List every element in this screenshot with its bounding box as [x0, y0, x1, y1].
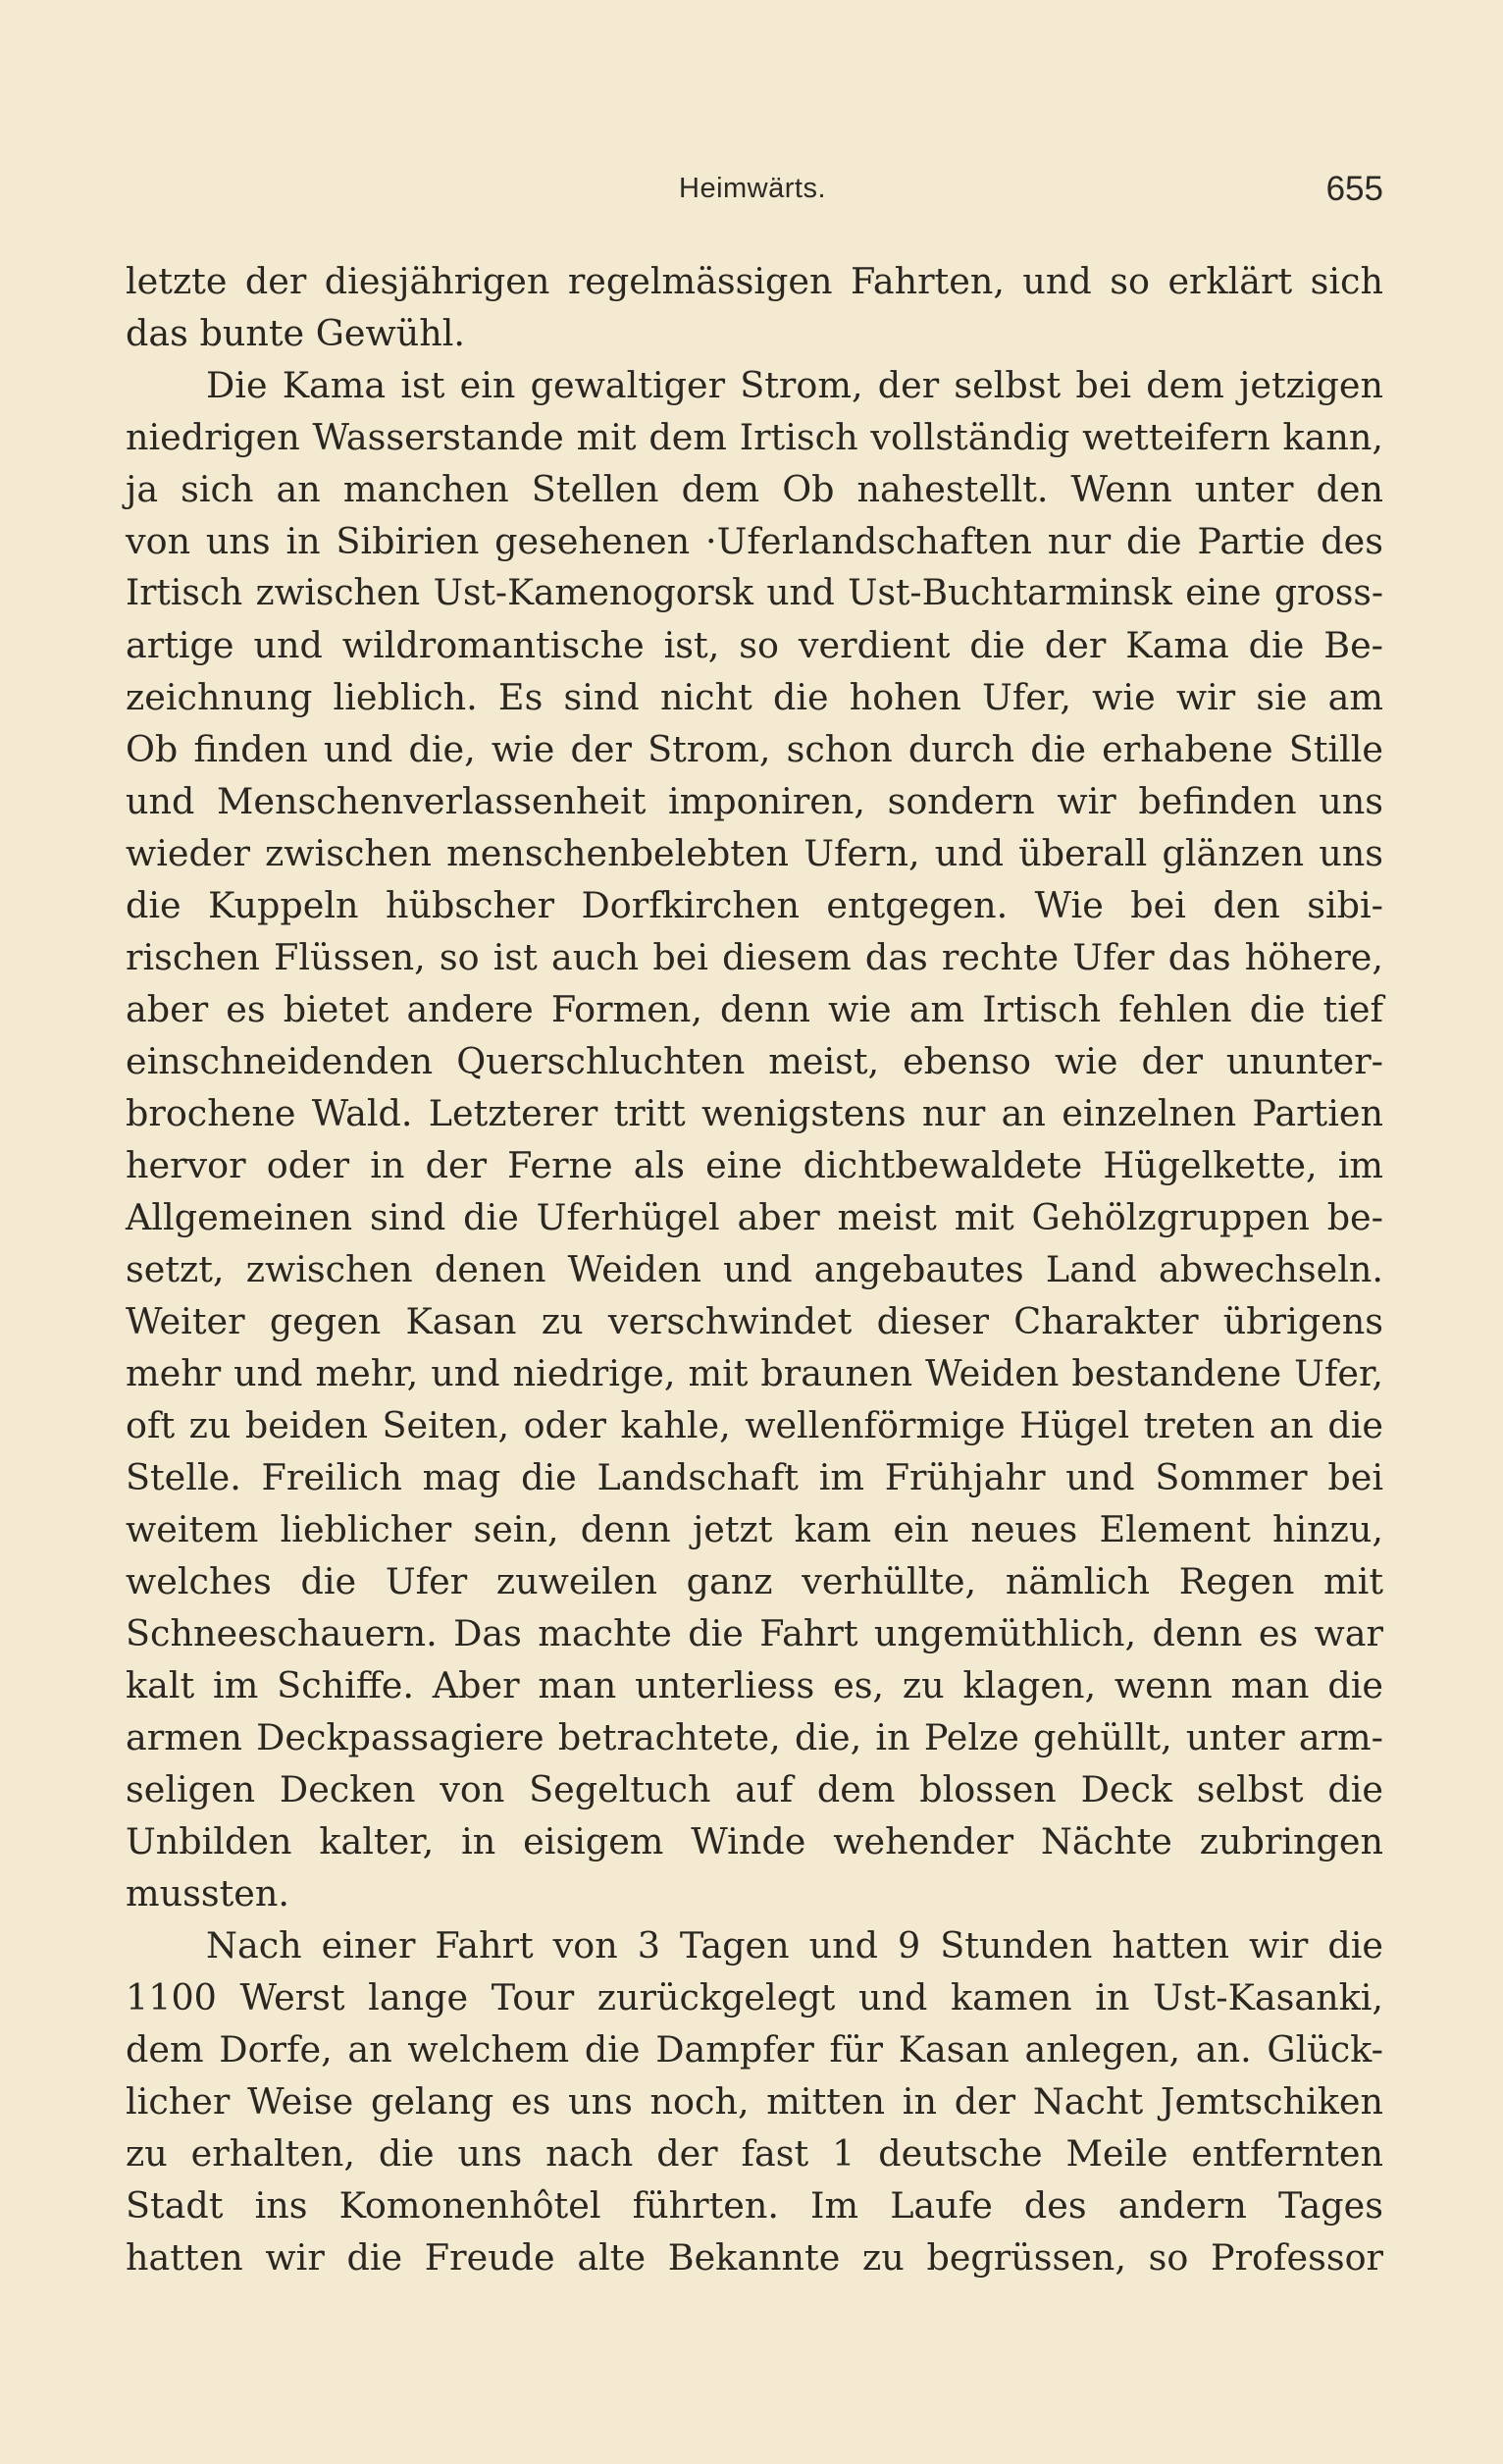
text-line: von uns in Sibirien gesehenen ·Uferlandschaften nur die Partie des [126, 520, 1383, 562]
body-text [126, 255, 1383, 2283]
text-line: wieder zwischen menschenbelebten Ufern, und überall glänzen uns [126, 832, 1383, 874]
text-line: aber es bietet andere Formen, denn wie am Irtisch fehlen die tief [126, 988, 1383, 1030]
text-line: weitem lieblicher sein, denn jetzt kam ein neues Element hinzu, [126, 1508, 1383, 1550]
text-line: Schneeschauern. Das machte die Fahrt ungemüthlich, denn es war [126, 1612, 1383, 1654]
text-line: hervor oder in der Ferne als eine dichtbewaldete Hügelkette, im [126, 1144, 1383, 1186]
text-line: seligen Decken von Segeltuch auf dem blossen Deck selbst die [126, 1768, 1383, 1810]
text-line: artige und wildromantische ist, so verdient die der Kama die Be- [126, 624, 1383, 666]
text-line: Weiter gegen Kasan zu verschwindet dieser Charakter übrigens [126, 1300, 1383, 1342]
text-line: oft zu beiden Seiten, oder kahle, wellenförmige Hügel treten an die [126, 1404, 1383, 1446]
text-line: Die Kama ist ein gewaltiger Strom, der selbst bei dem jetzigen [206, 364, 1383, 406]
text-line: Allgemeinen sind die Uferhügel aber meist mit Gehölzgruppen be- [126, 1196, 1383, 1238]
text-line: kalt im Schiffe. Aber man unterliess es, zu klagen, wenn man die [126, 1664, 1383, 1706]
text-line: zu erhalten, die uns nach der fast 1 deutsche Meile entfernten [126, 2132, 1383, 2175]
text-line: armen Deckpassagiere betrachtete, die, in Pelze gehüllt, unter arm- [126, 1716, 1383, 1758]
text-line: Ob finden und die, wie der Strom, schon durch die erhabene Stille [126, 728, 1383, 770]
text-line: Nach einer Fahrt von 3 Tagen und 9 Stunden hatten wir die [206, 1924, 1383, 1966]
text-line: mussten. [126, 1872, 289, 1914]
text-line: welches die Ufer zuweilen ganz verhüllte, nämlich Regen mit [126, 1560, 1383, 1602]
running-title: Heimwärts. [679, 173, 827, 204]
text-line: 1100 Werst lange Tour zurückgelegt und kamen in Ust-Kasanki, [126, 1976, 1383, 2018]
text-line: zeichnung lieblich. Es sind nicht die hohen Ufer, wie wir sie am [126, 676, 1383, 718]
text-line: letzte der diesjährigen regelmässigen Fahrten, und so erklärt sich [126, 260, 1383, 302]
text-line: hatten wir die Freude alte Bekannte zu begrüssen, so Professor [126, 2236, 1383, 2279]
text-line: dem Dorfe, an welchem die Dampfer für Kasan anlegen, an. Glück- [126, 2028, 1383, 2071]
text-line: einschneidenden Querschluchten meist, ebenso wie der ununter- [126, 1040, 1383, 1082]
text-line: Stelle. Freilich mag die Landschaft im Frühjahr und Sommer bei [126, 1456, 1383, 1498]
text-line: Unbilden kalter, in eisigem Winde wehender Nächte zubringen [126, 1820, 1383, 1862]
text-line: und Menschenverlassenheit imponiren, sondern wir befinden uns [126, 780, 1383, 822]
text-line: licher Weise gelang es uns noch, mitten in der Nacht Jemtschiken [126, 2080, 1383, 2123]
page-number: 655 [1325, 170, 1383, 208]
text-line: setzt, zwischen denen Weiden und angebautes Land abwechseln. [126, 1248, 1383, 1290]
text-line: die Kuppeln hübscher Dorfkirchen entgegen. Wie bei den sibi- [126, 884, 1383, 926]
page-header [126, 170, 1383, 222]
text-line: Stadt ins Komonenhôtel führten. Im Laufe des andern Tages [126, 2184, 1383, 2227]
text-line: Irtisch zwischen Ust-Kamenogorsk und Ust-Buchtarminsk eine gross- [126, 573, 1383, 613]
text-line: rischen Flüssen, so ist auch bei diesem das rechte Ufer das höhere, [126, 936, 1383, 978]
text-line: mehr und mehr, und niedrige, mit braunen Weiden bestandene Ufer, [126, 1352, 1383, 1394]
text-line: das bunte Gewühl. [126, 312, 466, 354]
text-line: niedrigen Wasserstande mit dem Irtisch vollständig wetteifern kann, [126, 416, 1383, 458]
text-line: brochene Wald. Letzterer tritt wenigstens nur an einzelnen Partien [126, 1092, 1383, 1134]
text-line: ja sich an manchen Stellen dem Ob nahestellt. Wenn unter den [126, 468, 1383, 510]
